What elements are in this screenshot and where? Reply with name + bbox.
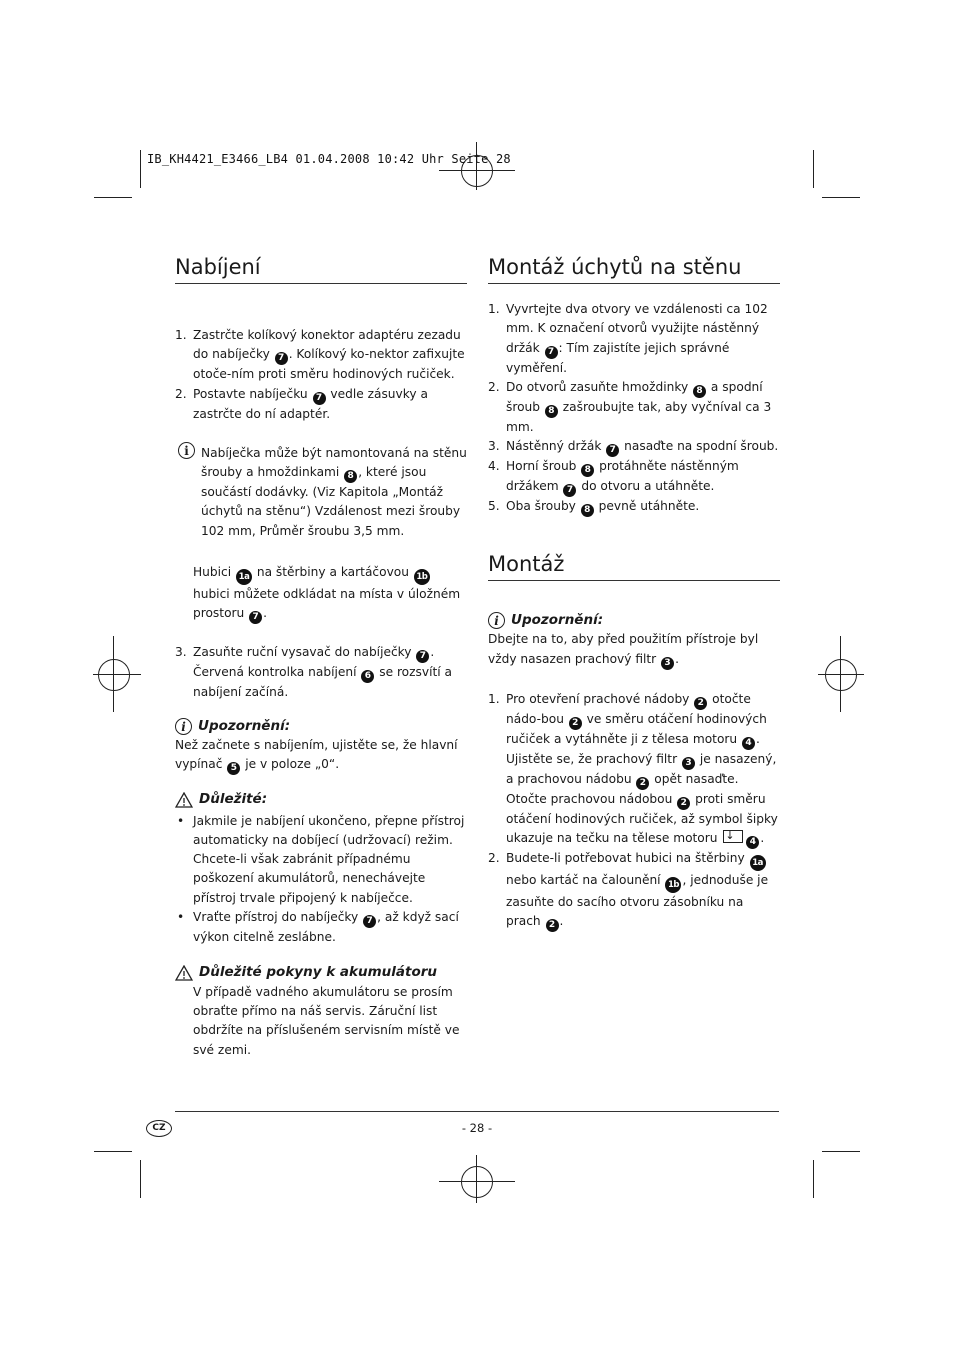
language-badge: CZ xyxy=(146,1120,172,1137)
badge-8: 8 xyxy=(344,470,357,483)
badge-7: 7 xyxy=(563,484,576,497)
left-column xyxy=(175,254,467,1060)
list-item: • Vraťte přístroj do nabíječky 7 , až když sací výkon citelně zeslábne. xyxy=(175,908,467,947)
badge-2: 2 xyxy=(569,717,582,730)
badge-2: 2 xyxy=(677,797,690,810)
badge-1a: 1a xyxy=(236,569,252,585)
badge-7: 7 xyxy=(363,915,376,928)
crop-mark xyxy=(813,1160,814,1198)
badge-7: 7 xyxy=(416,650,429,663)
footer-rule xyxy=(175,1111,779,1112)
badge-6: 6 xyxy=(361,670,374,683)
registration-line xyxy=(439,1181,515,1182)
note-heading: i Upozornění: xyxy=(175,717,467,736)
right-column xyxy=(488,254,780,932)
registration-mark xyxy=(98,659,130,691)
list-item: 2. Budete-li potřebovat hubici na štěrbiny 1a nebo kartáč na čalounění 1b , jednoduše je zasuňte do sacího otvoru zásobníku na prach 2 . xyxy=(488,851,769,931)
badge-3: 3 xyxy=(661,657,674,670)
note-heading: i Upozornění: xyxy=(488,611,780,630)
charging-steps-cont xyxy=(175,643,467,702)
registration-mark xyxy=(461,1166,493,1198)
list-item: 3. Zasuňte ruční vysavač do nabíječky 7 . Červená kontrolka nabíjení 6 se rozsvítí a nabíjení začíná. xyxy=(175,645,452,700)
note-text: Dbejte na to, aby před použitím přístroje byl vždy nasazen prachový filtr 3 . xyxy=(488,632,759,668)
list-item: 1. Pro otevření prachové nádoby 2 otočte nádo-bou 2 ve směru otáčení hodinových ručiček a vytáhněte ji z tělesa motoru 4 . Ujistěte se, že prachový filtr 3 je nasazený, a prachovou nádobu 2 opět nasaďte. Otočte prachovou nádobou 2 proti směru otáčení hodinových ručiček, až symbol šipky ukazuje na tečku na tělese motoru ↓ 4 . xyxy=(488,690,780,849)
badge-4: 4 xyxy=(742,737,755,750)
list-item: 4. Horní šroub 8 protáhněte nástěnným držákem 7 do otvoru a utáhněte. xyxy=(488,459,739,496)
crop-mark xyxy=(822,1151,860,1152)
registration-mark xyxy=(825,659,857,691)
badge-7: 7 xyxy=(249,611,262,624)
badge-7: 7 xyxy=(313,392,326,405)
list-item: 3. Nástěnný držák 7 nasaďte na spodní šroub. xyxy=(488,439,779,456)
charging-steps xyxy=(175,326,467,424)
section-title-charging: Nabíjení xyxy=(175,254,467,284)
important-heading: Důležité: xyxy=(175,790,467,809)
badge-8: 8 xyxy=(581,464,594,477)
crop-mark xyxy=(94,1151,132,1152)
nozzle-storage-paragraph: Hubici 1a na štěrbiny a kartáčovou 1b hubici můžete odkládat na místa v úložném prostoru 7 . xyxy=(193,565,461,623)
registration-line xyxy=(476,1155,477,1203)
list-item: 2. Postavte nabíječku 7 vedle zásuvky a zastrčte do ní adaptér. xyxy=(175,386,428,421)
warning-icon xyxy=(175,965,193,981)
wall-mount-steps xyxy=(488,300,780,517)
info-icon: i xyxy=(178,442,195,459)
arrow-symbol-icon xyxy=(723,830,743,843)
badge-7: 7 xyxy=(275,352,288,365)
badge-2: 2 xyxy=(636,777,649,790)
registration-line xyxy=(93,674,141,675)
list-item: 1. Zastrčte kolíkový konektor adaptéru zezadu do nabíječky 7 . Kolíkový ko-nektor zafixujte otoče-ním proti směru hodinových ručiček. xyxy=(175,328,465,382)
print-slug: IB_KH4421_E3466_LB4 01.04.2008 10:42 Uhr Seite 28 xyxy=(147,152,511,166)
important-list xyxy=(175,812,467,948)
badge-1a: 1a xyxy=(750,855,766,871)
crop-mark xyxy=(813,150,814,188)
badge-1b: 1b xyxy=(414,569,430,585)
badge-7: 7 xyxy=(545,346,558,359)
badge-8: 8 xyxy=(545,405,558,418)
info-icon: i xyxy=(175,718,192,735)
assembly-steps xyxy=(488,690,780,933)
badge-4: 4 xyxy=(746,836,759,849)
badge-3: 3 xyxy=(682,757,695,770)
list-item: 1. Vyvrtejte dva otvory ve vzdálenosti ca 102 mm. K označení otvorů využijte nástěnný držák 7 : Tím zajistíte jejich správné vyměření. xyxy=(488,302,768,375)
list-item: 2. Do otvorů zasuňte hmoždinky 8 a spodní šroub 8 zašroubujte tak, aby vyčníval ca 3 mm. xyxy=(488,379,772,434)
list-item: 5. Oba šrouby 8 pevně utáhněte. xyxy=(488,499,700,516)
badge-1b: 1b xyxy=(665,877,681,893)
badge-7: 7 xyxy=(606,444,619,457)
warning-icon xyxy=(175,792,193,808)
badge-5: 5 xyxy=(227,762,240,775)
badge-8: 8 xyxy=(693,385,706,398)
list-item: • Jakmile je nabíjení ukončeno, přepne přístroj automaticky na dobíjecí (udržovací) režim. Chcete-li však zabránit případnému poškození akumulátorů, nenechávejte přístroj trvale připojený k nabíječce. xyxy=(175,812,467,908)
badge-8: 8 xyxy=(581,504,594,517)
registration-line xyxy=(818,674,864,675)
crop-mark xyxy=(140,150,141,188)
info-icon: i xyxy=(488,612,505,629)
badge-2: 2 xyxy=(694,697,707,710)
battery-heading: Důležité pokyny k akumulátoru xyxy=(175,963,467,982)
registration-line xyxy=(476,142,477,190)
info-note: i Nabíječka může být namontovaná na stěnu šrouby a hmoždinkami 8 , které jsou součástí dodávky. (Viz Kapitola „Montáž úchytů na stěnu“) Vzdálenost mezi šrouby 102 mm, Průměr šroubu 3,5 mm. xyxy=(175,444,467,541)
crop-mark xyxy=(94,197,132,198)
badge-2: 2 xyxy=(546,919,559,932)
registration-line xyxy=(439,170,515,171)
crop-mark xyxy=(822,197,860,198)
section-title-assembly: Montáž xyxy=(488,551,780,581)
crop-mark xyxy=(140,1160,141,1198)
battery-text: V případě vadného akumulátoru se prosím obraťte přímo na náš servis. Záruční list obdržíte na příslušeném servisním místě ve své zemi. xyxy=(193,984,460,1057)
section-title-wall-mount: Montáž úchytů na stěnu xyxy=(488,254,780,284)
note-text: Než začnete s nabíjením, ujistěte se, že hlavní vypínač 5 je v poloze „0“. xyxy=(175,737,458,774)
page-number: - 28 - xyxy=(461,1121,493,1135)
